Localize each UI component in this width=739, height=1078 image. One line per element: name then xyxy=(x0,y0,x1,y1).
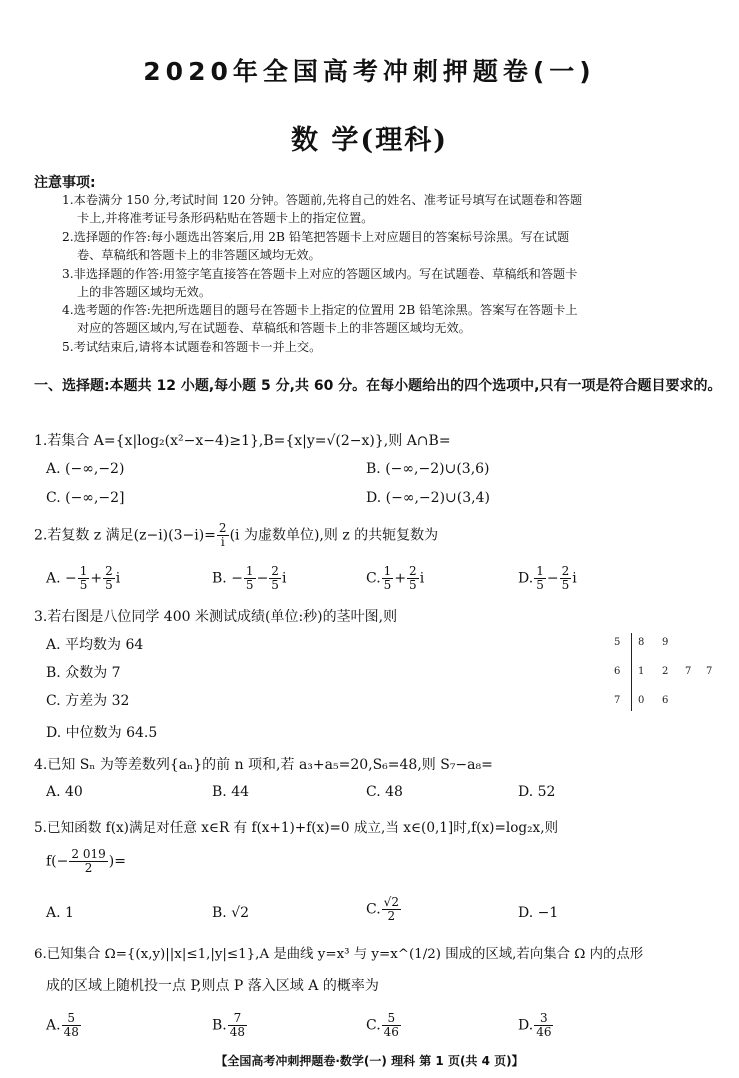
question-6-option-c: C. $\frac{5}{46}$ xyxy=(366,1011,399,1039)
question-5-option-a: A. 1 xyxy=(46,905,74,921)
stem-leaf-leaf: 0 xyxy=(638,695,645,706)
notice-heading: 注意事项: xyxy=(34,175,96,191)
notice-line: 卡上,并将准考证号条形码粘贴在答题卡上的指定位置。 xyxy=(77,211,374,225)
page-footer: 【全国高考冲刺押题卷·数学(一) 理科 第 1 页(共 4 页)】 xyxy=(215,1054,524,1068)
question-1-option-a: A. (−∞,−2) xyxy=(46,461,125,477)
stem-leaf-leaf: 2 xyxy=(662,666,669,677)
question-2-stem: 2.若复数 z 满足(z−i)(3−i)= $\frac{2}{i}$ (i 为虚数单位),则 z 的共轭复数为 xyxy=(34,521,439,549)
stem-leaf-leaf: 8 xyxy=(638,637,645,648)
stem-leaf-leaf: 1 xyxy=(638,666,645,677)
stem-leaf-stem: 6 xyxy=(614,666,621,677)
stem-leaf-stem: 7 xyxy=(614,695,621,706)
question-6-stem: 6.已知集合 Ω={(x,y)||x|≤1,|y|≤1},A 是曲线 y=x³ 与 y=x^(1/2) 围成的区域,若向集合 Ω 内的点形 xyxy=(34,947,644,962)
notice-line: 上的非答题区域均无效。 xyxy=(77,285,212,299)
question-5-stem: 5.已知函数 f(x)满足对任意 x∈R 有 f(x+1)+f(x)=0 成立,当 x∈(0,1]时,f(x)=log₂x,则 xyxy=(34,820,559,836)
question-3-option-c: C. 方差为 32 xyxy=(46,693,130,709)
stem-leaf-stem: 5 xyxy=(614,637,621,648)
question-6-option-a: A. $\frac{5}{48}$ xyxy=(46,1011,79,1039)
stem-leaf-leaf: 6 xyxy=(662,695,669,706)
page-title: 2020年全国高考冲刺押题卷(一) xyxy=(143,57,596,86)
question-2-option-d: D. $\frac{1}{5}$ − $\frac{2}{5}$ i xyxy=(518,564,577,592)
question-2-option-a: A. − $\frac{1}{5}$ + $\frac{2}{5}$ i xyxy=(46,564,121,592)
notice-line: 5.考试结束后,请将本试题卷和答题卡一并上交。 xyxy=(62,340,322,354)
question-2-option-b: B. − $\frac{1}{5}$ − $\frac{2}{5}$ i xyxy=(212,564,287,592)
notice-line: 1.本卷满分 150 分,考试时间 120 分钟。答题前,先将自己的姓名、准考证号填写在试题卷和答题 xyxy=(62,193,583,207)
stem-leaf-leaf: 7 xyxy=(706,666,713,677)
question-5-option-b: B. √2 xyxy=(212,905,250,921)
section-heading: 一、选择题:本题共 12 小题,每小题 5 分,共 60 分。在每小题给出的四个选项中,只有一项是符合题目要求的。 xyxy=(34,378,722,394)
question-5-option-c: C. $\frac{√2}{2}$ xyxy=(366,895,399,923)
question-3-option-a: A. 平均数为 64 xyxy=(46,637,144,653)
question-6-option-d: D. $\frac{3}{46}$ xyxy=(518,1011,552,1039)
notice-line: 3.非选择题的作答:用签字笔直接答在答题卡上对应的答题区域内。写在试题卷、草稿纸和答题卡 xyxy=(62,267,578,281)
question-1-option-c: C. (−∞,−2] xyxy=(46,490,125,506)
notice-line: 卷、草稿纸和答题卡上的非答题区域均无效。 xyxy=(77,248,321,262)
question-4-option-d: D. 52 xyxy=(518,784,556,800)
question-1-option-b: B. (−∞,−2)∪(3,6) xyxy=(366,461,490,477)
question-3-stem: 3.若右图是八位同学 400 米测试成绩(单位:秒)的茎叶图,则 xyxy=(34,609,398,625)
stem-leaf-leaf: 9 xyxy=(662,637,669,648)
question-5-option-d: D. −1 xyxy=(518,905,559,921)
notice-line: 4.选考题的作答:先把所选题目的题号在答题卡上指定的位置用 2B 铅笔涂黑。答案写在答题卡上 xyxy=(62,303,578,317)
question-3-option-b: B. 众数为 7 xyxy=(46,665,121,681)
notice-line: 对应的答题区域内,写在试题卷、草稿纸和答题卡上的非答题区域均无效。 xyxy=(77,321,471,335)
stem-leaf-divider xyxy=(631,633,632,711)
question-4-option-c: C. 48 xyxy=(366,784,403,800)
question-1-option-d: D. (−∞,−2)∪(3,4) xyxy=(366,490,490,506)
question-4-option-a: A. 40 xyxy=(46,784,83,800)
question-4-option-b: B. 44 xyxy=(212,784,250,800)
question-3-option-d: D. 中位数为 64.5 xyxy=(46,725,158,741)
question-1-stem: 1.若集合 A={x|log₂(x²−x−4)≥1},B={x|y=√(2−x)},则 A∩B= xyxy=(34,433,451,449)
question-4-stem: 4.已知 Sₙ 为等差数列{aₙ}的前 n 项和,若 a₃+a₅=20,S₆=48,则 S₇−a₈= xyxy=(34,757,493,773)
question-6-option-b: B. $\frac{7}{48}$ xyxy=(212,1011,246,1039)
page-subtitle: 数 学(理科) xyxy=(291,125,448,156)
question-2-option-c: C. $\frac{1}{5}$ + $\frac{2}{5}$ i xyxy=(366,564,425,592)
question-6-stem-cont: 成的区域上随机投一点 P,则点 P 落入区域 A 的概率为 xyxy=(46,978,379,994)
question-5-expression: f(− $\frac{2 019}{2}$ )= xyxy=(46,847,126,875)
notice-line: 2.选择题的作答:每小题选出答案后,用 2B 铅笔把答题卡上对应题目的答案标号涂黑。写在试题 xyxy=(62,230,570,244)
stem-leaf-leaf: 7 xyxy=(685,666,692,677)
